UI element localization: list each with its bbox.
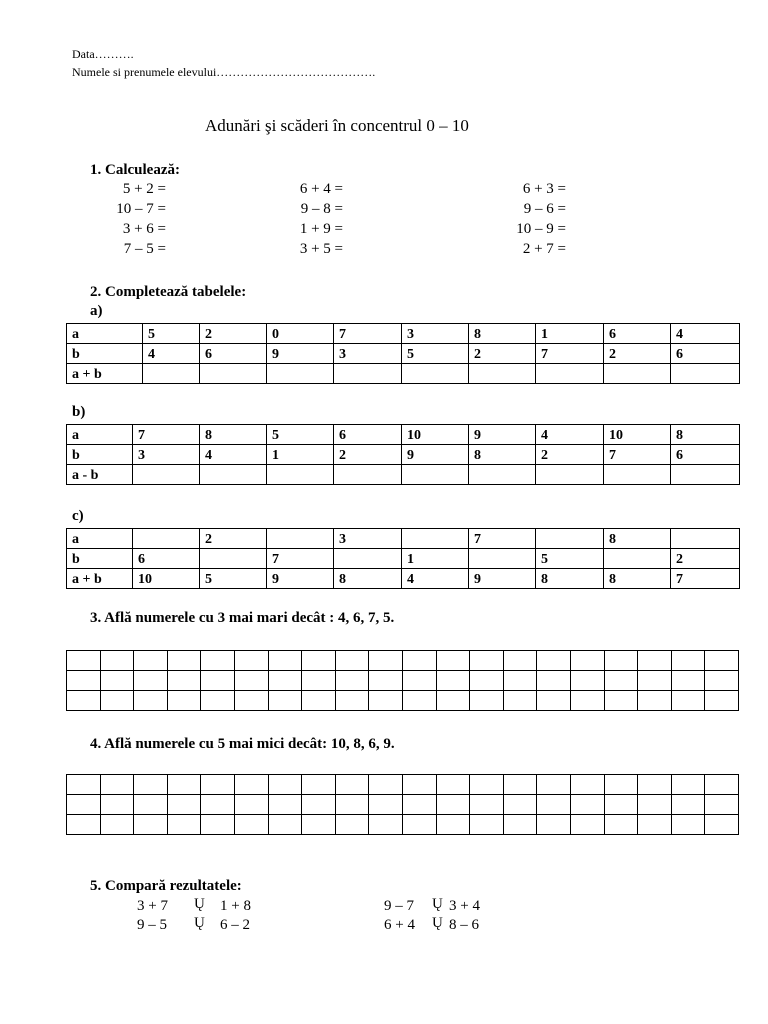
table-b <box>66 424 740 485</box>
table-cell: 10 <box>604 425 671 445</box>
answer-cell[interactable] <box>133 465 200 485</box>
calc-r1-c2: 6 + 4 = <box>299 181 343 197</box>
table-cell[interactable] <box>536 529 604 549</box>
table-cell: a <box>67 425 133 445</box>
table-cell: 7 <box>671 569 740 589</box>
table-cell: 8 <box>200 425 267 445</box>
table-cell: 5 <box>200 569 267 589</box>
table-cell: 9 <box>469 569 536 589</box>
table-cell: a + b <box>67 569 133 589</box>
table-cell: 10 <box>402 425 469 445</box>
compare-right-4: 8 – 6 <box>449 917 479 933</box>
calc-r4-c3: 2 + 7 = <box>522 241 566 257</box>
table-cell: 2 <box>334 445 402 465</box>
table-cell: a + b <box>67 364 143 384</box>
answer-cell[interactable] <box>536 364 604 384</box>
table-cell: 1 <box>267 445 334 465</box>
table-cell: 4 <box>536 425 604 445</box>
table-row <box>67 425 740 445</box>
date-line: Data………. <box>72 47 134 61</box>
table-cell: 7 <box>536 344 604 364</box>
exercise-4-answer-grid[interactable] <box>66 774 739 835</box>
grid-row <box>67 671 739 691</box>
exercise-5-heading: 5. Compară rezultatele: <box>90 878 242 894</box>
compare-right-3: 6 – 2 <box>220 917 250 933</box>
table-cell: 2 <box>671 549 740 569</box>
calc-r2-c2: 9 – 8 = <box>300 201 343 217</box>
table-cell: 9 <box>267 569 334 589</box>
table-b-label: b) <box>72 404 86 420</box>
table-cell[interactable] <box>469 549 536 569</box>
table-cell: a - b <box>67 465 133 485</box>
calc-r4-c2: 3 + 5 = <box>299 241 343 257</box>
table-cell: 2 <box>536 445 604 465</box>
table-cell[interactable] <box>334 549 402 569</box>
compare-left-1: 3 + 7 <box>137 898 168 914</box>
compare-box-3[interactable]: Ų <box>194 915 205 931</box>
exercise-3-heading: 3. Află numerele cu 3 mai mari decât : 4, 6, 7, 5. <box>90 610 395 626</box>
table-cell: 1 <box>402 549 469 569</box>
exercise-4-heading: 4. Află numerele cu 5 mai mici decât: 10, 8, 6, 9. <box>90 736 395 752</box>
table-cell: 6 <box>133 549 200 569</box>
answer-cell[interactable] <box>200 465 267 485</box>
table-cell: 2 <box>200 529 267 549</box>
table-cell: 9 <box>267 344 334 364</box>
table-cell: 8 <box>469 445 536 465</box>
table-cell: 3 <box>402 324 469 344</box>
table-a <box>66 323 740 384</box>
table-c <box>66 528 740 589</box>
table-row <box>67 549 740 569</box>
table-cell: 6 <box>604 324 671 344</box>
grid-row <box>67 775 739 795</box>
table-cell: 8 <box>469 324 536 344</box>
table-c-label: c) <box>72 508 84 524</box>
answer-cell[interactable] <box>402 465 469 485</box>
calc-r1-c3: 6 + 3 = <box>522 181 566 197</box>
table-cell: 2 <box>469 344 536 364</box>
table-cell: 9 <box>402 445 469 465</box>
table-cell: 0 <box>267 324 334 344</box>
table-cell: a <box>67 529 133 549</box>
calc-r2-c3: 9 – 6 = <box>523 201 566 217</box>
answer-cell[interactable] <box>604 364 671 384</box>
compare-box-4[interactable]: Ų <box>432 915 443 931</box>
table-cell: 4 <box>200 445 267 465</box>
table-cell: 3 <box>334 344 402 364</box>
calc-r1-c1: 5 + 2 = <box>122 181 166 197</box>
table-cell: 1 <box>536 324 604 344</box>
table-cell: 8 <box>334 569 402 589</box>
compare-left-3: 9 – 5 <box>137 917 167 933</box>
table-cell: 7 <box>267 549 334 569</box>
table-cell: 4 <box>402 569 469 589</box>
table-cell: 4 <box>143 344 200 364</box>
compare-right-1: 1 + 8 <box>220 898 251 914</box>
table-cell: 7 <box>469 529 536 549</box>
table-row <box>67 445 740 465</box>
table-cell: 3 <box>334 529 402 549</box>
table-row <box>67 344 740 364</box>
calc-r3-c3: 10 – 9 = <box>516 221 566 237</box>
table-row <box>67 529 740 549</box>
grid-row <box>67 795 739 815</box>
table-cell: 8 <box>604 569 671 589</box>
table-cell: 6 <box>671 445 740 465</box>
compare-box-2[interactable]: Ų <box>432 896 443 912</box>
table-cell: b <box>67 445 133 465</box>
table-cell: 7 <box>133 425 200 445</box>
table-cell: 3 <box>133 445 200 465</box>
table-cell: 6 <box>671 344 740 364</box>
table-cell: 8 <box>671 425 740 445</box>
grid-row <box>67 691 739 711</box>
table-cell: 5 <box>402 344 469 364</box>
exercise-1-heading: 1. Calculează: <box>90 162 180 178</box>
table-row <box>67 465 740 485</box>
compare-left-2: 9 – 7 <box>384 898 414 914</box>
calc-r4-c1: 7 – 5 = <box>123 241 166 257</box>
calc-r3-c1: 3 + 6 = <box>122 221 166 237</box>
table-cell: 10 <box>133 569 200 589</box>
answer-cell[interactable] <box>536 465 604 485</box>
table-cell: 4 <box>671 324 740 344</box>
table-cell: b <box>67 549 133 569</box>
table-cell[interactable] <box>604 549 671 569</box>
compare-right-2: 3 + 4 <box>449 898 480 914</box>
table-cell: 7 <box>604 445 671 465</box>
answer-cell[interactable] <box>671 364 740 384</box>
answer-cell[interactable] <box>334 364 402 384</box>
answer-cell[interactable] <box>604 465 671 485</box>
answer-cell[interactable] <box>200 364 267 384</box>
calc-r2-c1: 10 – 7 = <box>116 201 166 217</box>
compare-box-1[interactable]: Ų <box>194 896 205 912</box>
worksheet-title: Adunări şi scăderi în concentrul 0 – 10 <box>205 116 469 135</box>
compare-left-4: 6 + 4 <box>384 917 415 933</box>
table-cell: 8 <box>536 569 604 589</box>
grid-row <box>67 651 739 671</box>
table-cell: 7 <box>334 324 402 344</box>
table-cell: 2 <box>200 324 267 344</box>
table-cell[interactable] <box>671 529 740 549</box>
table-cell: a <box>67 324 143 344</box>
table-cell[interactable] <box>267 529 334 549</box>
table-cell: 6 <box>334 425 402 445</box>
table-cell[interactable] <box>200 549 267 569</box>
table-cell: 6 <box>200 344 267 364</box>
student-name-line: Numele si prenumele elevului…………………………………. <box>72 65 376 79</box>
grid-row <box>67 815 739 835</box>
table-cell[interactable] <box>402 529 469 549</box>
table-cell: 5 <box>143 324 200 344</box>
table-cell: 8 <box>604 529 671 549</box>
answer-cell[interactable] <box>267 465 334 485</box>
table-cell[interactable] <box>133 529 200 549</box>
table-cell: 5 <box>267 425 334 445</box>
table-row <box>67 364 740 384</box>
table-row <box>67 324 740 344</box>
answer-cell[interactable] <box>267 364 334 384</box>
table-a-label: a) <box>90 303 103 319</box>
answer-cell[interactable] <box>143 364 200 384</box>
answer-cell[interactable] <box>469 465 536 485</box>
table-cell: 2 <box>604 344 671 364</box>
table-cell: 5 <box>536 549 604 569</box>
answer-cell[interactable] <box>671 465 740 485</box>
exercise-3-answer-grid[interactable] <box>66 650 739 711</box>
answer-cell[interactable] <box>402 364 469 384</box>
calc-r3-c2: 1 + 9 = <box>299 221 343 237</box>
table-row <box>67 569 740 589</box>
table-cell: b <box>67 344 143 364</box>
answer-cell[interactable] <box>334 465 402 485</box>
table-cell: 9 <box>469 425 536 445</box>
answer-cell[interactable] <box>469 364 536 384</box>
exercise-2-heading: 2. Completează tabelele: <box>90 284 247 300</box>
